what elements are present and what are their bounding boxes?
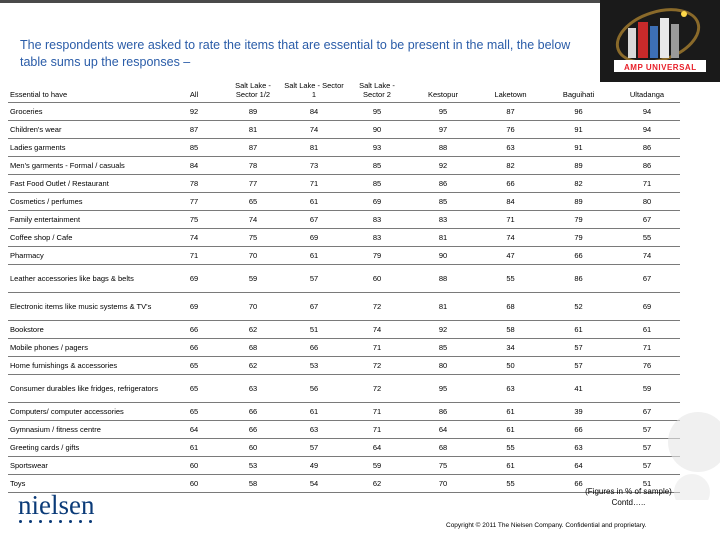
table-cell: 85 [164, 139, 224, 157]
table-row [8, 375, 680, 403]
table-cell: 61 [478, 421, 543, 439]
table-cell: 59 [346, 457, 408, 475]
table-row [8, 439, 680, 457]
column-header: Laketown [478, 75, 543, 103]
table-cell: 72 [346, 357, 408, 375]
row-label: Family entertainment [8, 211, 164, 229]
table-cell: 74 [478, 229, 543, 247]
table-cell: 83 [346, 229, 408, 247]
table-cell: 61 [614, 321, 680, 339]
table-cell: 85 [346, 157, 408, 175]
table-row [8, 211, 680, 229]
table-cell: 69 [164, 265, 224, 293]
table-cell: 85 [408, 193, 478, 211]
table-cell: 81 [224, 121, 282, 139]
table-cell: 95 [408, 103, 478, 121]
table-cell: 53 [282, 357, 346, 375]
table-cell: 84 [478, 193, 543, 211]
table-cell: 67 [614, 403, 680, 421]
table-row [8, 247, 680, 265]
table-cell: 55 [614, 229, 680, 247]
table-row [8, 403, 680, 421]
table-cell: 74 [224, 211, 282, 229]
table-cell: 63 [224, 375, 282, 403]
table-cell: 66 [478, 175, 543, 193]
table-cell: 53 [224, 457, 282, 475]
table-cell: 57 [614, 421, 680, 439]
table-row [8, 357, 680, 375]
table-cell: 55 [478, 265, 543, 293]
nielsen-wordmark: nielsen [18, 490, 95, 520]
table-cell: 47 [478, 247, 543, 265]
table-cell: 81 [408, 293, 478, 321]
row-label: Men's garments - Formal / casuals [8, 157, 164, 175]
table-cell: 75 [224, 229, 282, 247]
table-cell: 94 [614, 121, 680, 139]
table-cell: 58 [478, 321, 543, 339]
table-cell: 55 [478, 439, 543, 457]
row-label: Cosmetics / perfumes [8, 193, 164, 211]
table-cell: 49 [282, 457, 346, 475]
table-cell: 70 [224, 247, 282, 265]
table-cell: 66 [543, 247, 614, 265]
table-header-row [8, 75, 680, 103]
table-row [8, 293, 680, 321]
table-cell: 78 [224, 157, 282, 175]
table-cell: 65 [164, 375, 224, 403]
table-cell: 79 [543, 211, 614, 229]
table-cell: 71 [282, 175, 346, 193]
table-cell: 59 [614, 375, 680, 403]
figures-note-line2: Contd….. [611, 498, 646, 507]
column-header: Essential to have [8, 75, 164, 103]
column-header: Baguihati [543, 75, 614, 103]
row-label: Greeting cards / gifts [8, 439, 164, 457]
table-cell: 59 [224, 265, 282, 293]
table-cell: 52 [543, 293, 614, 321]
table-cell: 89 [224, 103, 282, 121]
table-cell: 82 [478, 157, 543, 175]
table-cell: 61 [478, 403, 543, 421]
row-label: Bookstore [8, 321, 164, 339]
table-cell: 67 [614, 265, 680, 293]
table-cell: 74 [164, 229, 224, 247]
row-label: Consumer durables like fridges, refrigerators [8, 375, 164, 403]
table-cell: 66 [282, 339, 346, 357]
table-cell: 90 [408, 247, 478, 265]
table-cell: 62 [224, 357, 282, 375]
table-cell: 86 [543, 265, 614, 293]
table-cell: 60 [346, 265, 408, 293]
table-row [8, 175, 680, 193]
table-cell: 66 [224, 403, 282, 421]
row-label: Sportswear [8, 457, 164, 475]
row-label: Fast Food Outlet / Restaurant [8, 175, 164, 193]
table-cell: 76 [614, 357, 680, 375]
top-rule [0, 0, 600, 3]
column-header: All [164, 75, 224, 103]
table-cell: 64 [543, 457, 614, 475]
table-cell: 65 [164, 357, 224, 375]
table-cell: 39 [543, 403, 614, 421]
row-label: Electronic items like music systems & TV's [8, 293, 164, 321]
table-cell: 93 [346, 139, 408, 157]
essentials-table [8, 75, 680, 493]
table-cell: 50 [478, 357, 543, 375]
amp-universal-logo [600, 0, 720, 82]
table-cell: 92 [164, 103, 224, 121]
table-cell: 61 [543, 321, 614, 339]
table-cell: 87 [478, 103, 543, 121]
row-label: Toys [8, 475, 164, 493]
table-cell: 57 [282, 439, 346, 457]
table-cell: 71 [614, 339, 680, 357]
table-cell: 74 [614, 247, 680, 265]
nielsen-logo [18, 492, 94, 523]
figures-note [566, 486, 691, 508]
table-cell: 62 [224, 321, 282, 339]
row-label: Pharmacy [8, 247, 164, 265]
table-cell: 70 [408, 475, 478, 493]
table-cell: 91 [543, 139, 614, 157]
table-cell: 73 [282, 157, 346, 175]
table-cell: 70 [224, 293, 282, 321]
row-label: Groceries [8, 103, 164, 121]
table-cell: 66 [164, 321, 224, 339]
table-cell: 57 [614, 457, 680, 475]
table-cell: 71 [614, 175, 680, 193]
table-cell: 92 [408, 157, 478, 175]
table-row [8, 229, 680, 247]
table-cell: 61 [282, 247, 346, 265]
table-cell: 66 [543, 475, 614, 493]
table-cell: 60 [224, 439, 282, 457]
table-row [8, 421, 680, 439]
table-row [8, 339, 680, 357]
table-cell: 80 [408, 357, 478, 375]
table-cell: 66 [164, 339, 224, 357]
table-cell: 57 [282, 265, 346, 293]
table-cell: 81 [282, 139, 346, 157]
table-cell: 66 [224, 421, 282, 439]
table-cell: 64 [346, 439, 408, 457]
row-label: Children's wear [8, 121, 164, 139]
table-cell: 85 [346, 175, 408, 193]
nielsen-dots [18, 520, 94, 523]
table-cell: 90 [346, 121, 408, 139]
table-cell: 67 [282, 211, 346, 229]
table-cell: 55 [478, 475, 543, 493]
table-cell: 71 [164, 247, 224, 265]
table-cell: 57 [543, 357, 614, 375]
table-cell: 61 [478, 457, 543, 475]
table-cell: 96 [543, 103, 614, 121]
table-cell: 68 [224, 339, 282, 357]
row-label: Leather accessories like bags & belts [8, 265, 164, 293]
table-cell: 41 [543, 375, 614, 403]
table-cell: 64 [408, 421, 478, 439]
table-cell: 77 [164, 193, 224, 211]
table-row [8, 265, 680, 293]
table-cell: 68 [408, 439, 478, 457]
table-row [8, 321, 680, 339]
table-cell: 89 [543, 157, 614, 175]
table-cell: 79 [346, 247, 408, 265]
table-cell: 71 [346, 403, 408, 421]
figures-note-line1: (Figures in % of sample) [585, 487, 672, 496]
table-cell: 63 [478, 375, 543, 403]
table-cell: 69 [614, 293, 680, 321]
table-cell: 57 [614, 439, 680, 457]
table-cell: 75 [164, 211, 224, 229]
table-cell: 72 [346, 375, 408, 403]
table-cell: 63 [282, 421, 346, 439]
table-row [8, 457, 680, 475]
table-cell: 57 [543, 339, 614, 357]
slide-title: The respondents were asked to rate the items that are essential to be present in the mall, the below table sums up the responses – [20, 38, 571, 69]
table-cell: 92 [408, 321, 478, 339]
table-cell: 80 [614, 193, 680, 211]
table-cell: 71 [346, 339, 408, 357]
table-cell: 86 [408, 403, 478, 421]
table-cell: 51 [282, 321, 346, 339]
table-cell: 64 [164, 421, 224, 439]
logo-text: AMP UNIVERSAL [624, 63, 697, 72]
table-cell: 67 [614, 211, 680, 229]
table-cell: 34 [478, 339, 543, 357]
table-cell: 89 [543, 193, 614, 211]
table-cell: 67 [282, 293, 346, 321]
table-cell: 75 [408, 457, 478, 475]
table-row [8, 157, 680, 175]
table-cell: 61 [282, 403, 346, 421]
column-header: Salt Lake - Sector 2 [346, 75, 408, 103]
column-header: Kestopur [408, 75, 478, 103]
table-cell: 77 [224, 175, 282, 193]
row-label: Home furnishings & accessories [8, 357, 164, 375]
table-cell: 76 [478, 121, 543, 139]
table-cell: 91 [543, 121, 614, 139]
table-row [8, 103, 680, 121]
table-cell: 63 [543, 439, 614, 457]
table-cell: 60 [164, 475, 224, 493]
table-row [8, 139, 680, 157]
table-cell: 69 [164, 293, 224, 321]
table-cell: 97 [408, 121, 478, 139]
table-cell: 54 [282, 475, 346, 493]
table-cell: 61 [164, 439, 224, 457]
table-cell: 79 [543, 229, 614, 247]
column-header: Ultadanga [614, 75, 680, 103]
table-cell: 87 [224, 139, 282, 157]
row-label: Gymnasium / fitness centre [8, 421, 164, 439]
table-cell: 87 [164, 121, 224, 139]
table-cell: 61 [282, 193, 346, 211]
table-cell: 85 [408, 339, 478, 357]
table-cell: 66 [543, 421, 614, 439]
table-cell: 84 [282, 103, 346, 121]
table-cell: 65 [164, 403, 224, 421]
table-cell: 84 [164, 157, 224, 175]
table-cell: 71 [478, 211, 543, 229]
table-cell: 88 [408, 265, 478, 293]
table-row [8, 193, 680, 211]
table-cell: 58 [224, 475, 282, 493]
table-cell: 74 [282, 121, 346, 139]
table-row [8, 121, 680, 139]
row-label: Computers/ computer accessories [8, 403, 164, 421]
row-label: Coffee shop / Cafe [8, 229, 164, 247]
table-cell: 65 [224, 193, 282, 211]
table-cell: 71 [346, 421, 408, 439]
table-cell: 78 [164, 175, 224, 193]
table-cell: 68 [478, 293, 543, 321]
table-cell: 86 [614, 139, 680, 157]
decorative-circles [640, 400, 720, 500]
row-label: Mobile phones / pagers [8, 339, 164, 357]
column-header: Salt Lake - Sector 1 [282, 75, 346, 103]
table-cell: 83 [408, 211, 478, 229]
table-cell: 83 [346, 211, 408, 229]
row-label: Ladies garments [8, 139, 164, 157]
table-cell: 86 [408, 175, 478, 193]
table-cell: 88 [408, 139, 478, 157]
copyright-text: Copyright © 2011 The Nielsen Company. Confidential and proprietary. [446, 522, 647, 529]
column-header: Salt Lake - Sector 1/2 [224, 75, 282, 103]
table-cell: 69 [282, 229, 346, 247]
table-cell: 82 [543, 175, 614, 193]
table-cell: 94 [614, 103, 680, 121]
table-cell: 95 [408, 375, 478, 403]
table-cell: 74 [346, 321, 408, 339]
table-cell: 95 [346, 103, 408, 121]
table-cell: 63 [478, 139, 543, 157]
table-cell: 62 [346, 475, 408, 493]
table-cell: 51 [614, 475, 680, 493]
table-cell: 56 [282, 375, 346, 403]
table-cell: 60 [164, 457, 224, 475]
table-cell: 69 [346, 193, 408, 211]
table-cell: 81 [408, 229, 478, 247]
table-cell: 86 [614, 157, 680, 175]
table-cell: 72 [346, 293, 408, 321]
